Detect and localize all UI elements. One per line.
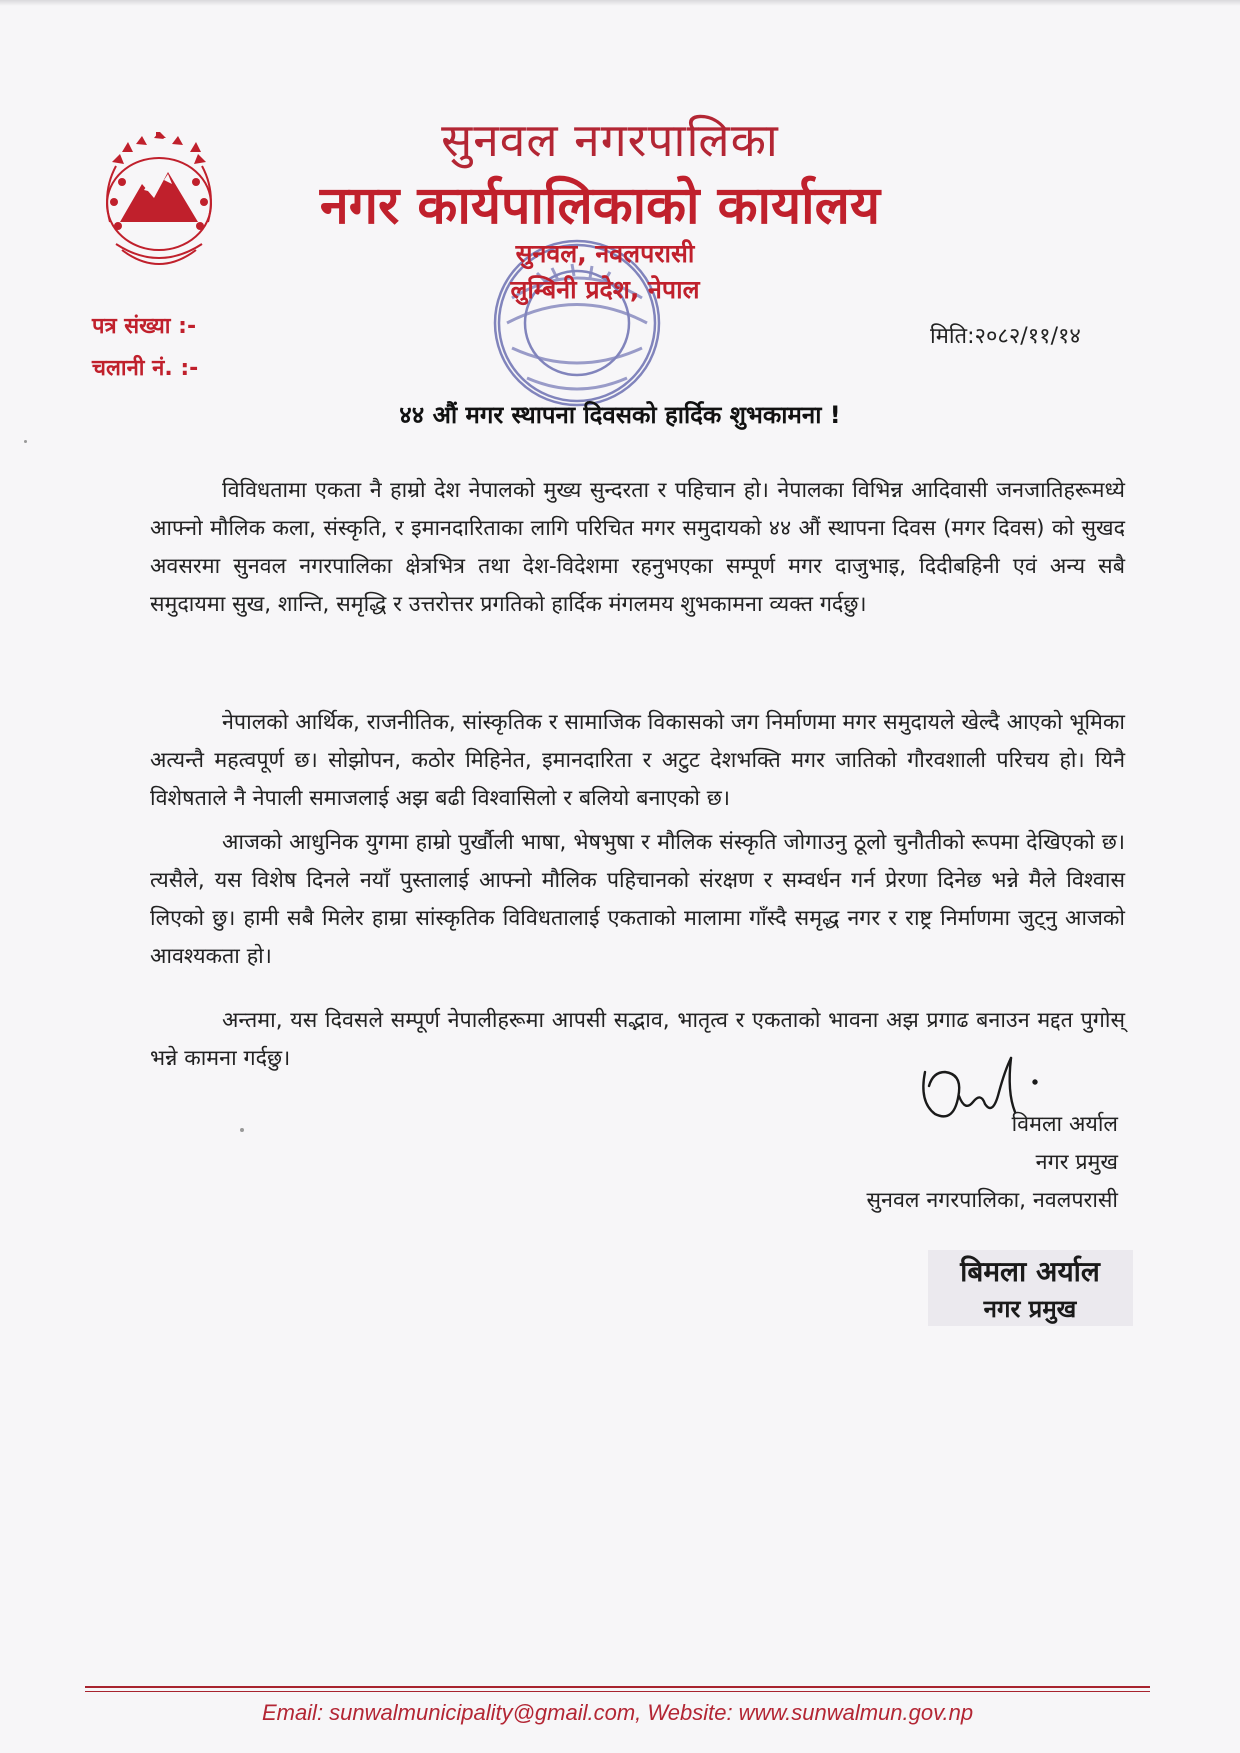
- paragraph: आजको आधुनिक युगमा हाम्रो पुर्खौली भाषा, भेषभुषा र मौलिक संस्कृति जोगाउनु ठूलो चुनौतीको रूपमा देखिएको छ। त्यसैले, यस विशेष दिनले नयाँ पुस्तालाई आफ्नो मौलिक पहिचानको संरक्षण र सम्वर्धन गर्न प्रेरणा दिनेछ भन्ने मैले विश्वास लिएको छु। हामी सबै मिलेर हाम्रा सांस्कृतिक विविधतालाई एकताको मालामा गाँस्दै समृद्ध नगर र राष्ट्र निर्माणमा जुट्नु आजको आवश्यकता हो।: [150, 830, 1125, 969]
- signatory-name: विमला अर्याल: [1011, 1112, 1118, 1137]
- footer-contact: Email: sunwalmunicipality@gmail.com, Website: www.sunwalmun.gov.np: [261, 1700, 974, 1725]
- scan-speck: [240, 1128, 244, 1132]
- scan-speck: [24, 440, 27, 443]
- footer-rule: [85, 1691, 1150, 1692]
- date-label: मिति:: [930, 324, 975, 349]
- paragraph: नेपालको आर्थिक, राजनीतिक, सांस्कृतिक र सामाजिक विकासको जग निर्माणमा मगर समुदायले खेल्दै आएको भूमिका अत्यन्तै महत्वपूर्ण छ। सोझोपन, कठोर मिहिनेत, इमानदारिता र अटुट देशभक्ति मगर जातिको गौरवशाली परिचय हो। यिनै विशेषताले नै नेपाली समाजलाई अझ बढी विश्वासिलो र बलियो बनाएको छ।: [150, 710, 1125, 811]
- scan-edge: [0, 0, 1240, 6]
- name-stamp-title: नगर प्रमुख: [983, 1295, 1077, 1323]
- nepal-emblem-icon: [92, 132, 227, 282]
- address-line-2: लुम्बिनी प्रदेश, नेपाल: [510, 275, 700, 304]
- signatory-block: [867, 1106, 1118, 1220]
- municipality-name: सुनवल नगरपालिका: [441, 113, 779, 167]
- signatory-title: नगर प्रमुख: [1035, 1150, 1118, 1175]
- dispatch-number-label: चलानी नं. :-: [92, 356, 199, 381]
- paragraph: विविधतामा एकता नै हाम्रो देश नेपालको मुख्य सुन्दरता र पहिचान हो। नेपालका विभिन्न आदिवासी जनजातिहरूमध्ये आफ्नो मौलिक कला, संस्कृति, र इमानदारिताका लागि परिचित मगर समुदायको ४४ औं स्थापना दिवस (मगर दिवस) को सुखद अवसरमा सुनवल नगरपालिका क्षेत्रभित्र तथा देश-विदेशमा रहनुभएका सम्पूर्ण मगर दाजुभाइ, दिदीबहिनी एवं अन्य सबै समुदायमा सुख, शान्ति, समृद्धि र उत्तरोत्तर प्रगतिको हार्दिक मंगलमय शुभकामना व्यक्त गर्दछु।: [150, 478, 1125, 617]
- paragraph: अन्तमा, यस दिवसले सम्पूर्ण नेपालीहरूमा आपसी सद्भाव, भातृत्व र एकताको भावना अझ प्रगाढ बनाउन मद्दत पुगोस् भन्ने कामना गर्दछु।: [150, 1008, 1125, 1071]
- date-value: २०८२/११/१४: [974, 324, 1081, 349]
- address-line-1: सुनवल, नवलपरासी: [515, 239, 695, 268]
- office-name: नगर कार्यपालिकाको कार्यालय: [319, 176, 881, 236]
- footer-rule: [85, 1686, 1150, 1688]
- letter-number-label: पत्र संख्या :-: [92, 314, 197, 339]
- letter-heading: ४४ औं मगर स्थापना दिवसको हार्दिक शुभकामना !: [399, 401, 841, 429]
- date-line: [930, 320, 1081, 350]
- signatory-office: सुनवल नगरपालिका, नवलपरासी: [866, 1188, 1118, 1213]
- name-stamp-name: बिमला अर्याल: [960, 1255, 1100, 1288]
